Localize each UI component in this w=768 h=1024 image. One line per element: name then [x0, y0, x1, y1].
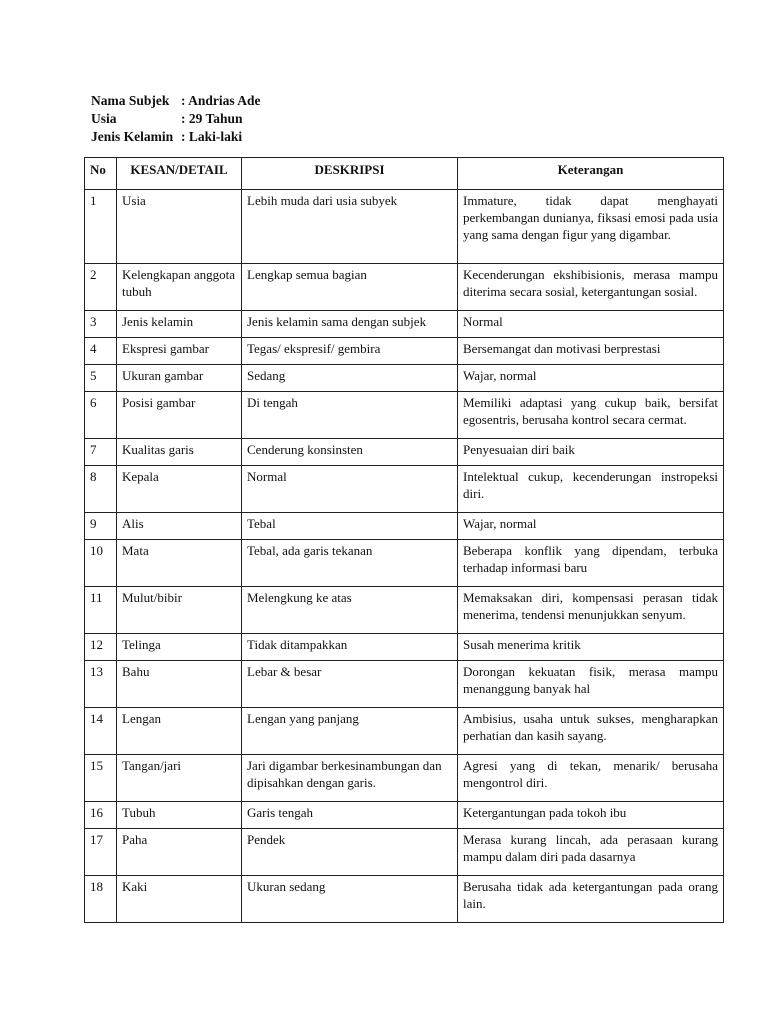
- row-deskripsi: Lengkap semua bagian: [242, 264, 458, 311]
- row-keterangan: Beberapa konflik yang dipendam, terbuka terhadap informasi baru: [458, 540, 724, 587]
- row-keterangan: Wajar, normal: [458, 513, 724, 540]
- row-keterangan: Memaksakan diri, kompensasi perasan tidak menerima, tendensi menunjukkan senyum.: [458, 587, 724, 634]
- table-row: [85, 755, 724, 802]
- subject-gender-row: [91, 128, 261, 146]
- row-number: 13: [85, 661, 117, 708]
- row-deskripsi: Cenderung konsinsten: [242, 439, 458, 466]
- row-deskripsi: Jari digambar berkesinambungan dan dipisahkan dengan garis.: [242, 755, 458, 802]
- row-keterangan: Merasa kurang lincah, ada perasaan kurang mampu dalam diri pada dasarnya: [458, 829, 724, 876]
- row-deskripsi: Lengan yang panjang: [242, 708, 458, 755]
- row-number: 9: [85, 513, 117, 540]
- row-kesan-detail: Ukuran gambar: [117, 365, 242, 392]
- table-row: [85, 829, 724, 876]
- subject-name-row: [91, 92, 261, 110]
- row-kesan-detail: Usia: [117, 190, 242, 264]
- row-kesan-detail: Mulut/bibir: [117, 587, 242, 634]
- row-kesan-detail: Lengan: [117, 708, 242, 755]
- row-number: 17: [85, 829, 117, 876]
- subject-name-label: Nama Subjek: [91, 93, 170, 108]
- table-row: [85, 587, 724, 634]
- subject-age-value: : 29 Tahun: [181, 111, 243, 126]
- row-number: 8: [85, 466, 117, 513]
- row-number: 12: [85, 634, 117, 661]
- row-deskripsi: Di tengah: [242, 392, 458, 439]
- row-keterangan: Kecenderungan ekshibisionis, merasa mampu diterima secara sosial, ketergantungan sosial.: [458, 264, 724, 311]
- row-kesan-detail: Alis: [117, 513, 242, 540]
- row-deskripsi: Tebal, ada garis tekanan: [242, 540, 458, 587]
- row-kesan-detail: Telinga: [117, 634, 242, 661]
- row-number: 15: [85, 755, 117, 802]
- table-row: [85, 634, 724, 661]
- subject-gender-label: Jenis Kelamin: [91, 129, 174, 144]
- row-keterangan: Ambisius, usaha untuk sukses, mengharapkan perhatian dan kasih sayang.: [458, 708, 724, 755]
- row-keterangan: Normal: [458, 311, 724, 338]
- row-number: 6: [85, 392, 117, 439]
- header-deskripsi: DESKRIPSI: [242, 158, 458, 190]
- row-deskripsi: Normal: [242, 466, 458, 513]
- header-keterangan: Keterangan: [458, 158, 724, 190]
- row-number: 3: [85, 311, 117, 338]
- row-keterangan: Penyesuaian diri baik: [458, 439, 724, 466]
- row-number: 18: [85, 876, 117, 923]
- row-number: 2: [85, 264, 117, 311]
- row-kesan-detail: Bahu: [117, 661, 242, 708]
- table-row: [85, 708, 724, 755]
- table-row: [85, 264, 724, 311]
- row-deskripsi: Lebar & besar: [242, 661, 458, 708]
- row-number: 4: [85, 338, 117, 365]
- row-kesan-detail: Kaki: [117, 876, 242, 923]
- row-deskripsi: Tidak ditampakkan: [242, 634, 458, 661]
- row-keterangan: Bersemangat dan motivasi berprestasi: [458, 338, 724, 365]
- row-number: 5: [85, 365, 117, 392]
- row-deskripsi: Sedang: [242, 365, 458, 392]
- row-kesan-detail: Tangan/jari: [117, 755, 242, 802]
- row-keterangan: Susah menerima kritik: [458, 634, 724, 661]
- row-kesan-detail: Paha: [117, 829, 242, 876]
- row-number: 16: [85, 802, 117, 829]
- header-kesan-detail: KESAN/DETAIL: [117, 158, 242, 190]
- row-kesan-detail: Kepala: [117, 466, 242, 513]
- table-header-row: [85, 158, 724, 190]
- analysis-table: [84, 157, 724, 923]
- subject-age-label: Usia: [91, 111, 117, 126]
- row-keterangan: Agresi yang di tekan, menarik/ berusaha mengontrol diri.: [458, 755, 724, 802]
- row-keterangan: Dorongan kekuatan fisik, merasa mampu menanggung banyak hal: [458, 661, 724, 708]
- table-row: [85, 311, 724, 338]
- row-deskripsi: Garis tengah: [242, 802, 458, 829]
- row-kesan-detail: Kualitas garis: [117, 439, 242, 466]
- row-keterangan: Wajar, normal: [458, 365, 724, 392]
- row-keterangan: Intelektual cukup, kecenderungan instropeksi diri.: [458, 466, 724, 513]
- row-number: 1: [85, 190, 117, 264]
- table-row: [85, 338, 724, 365]
- row-keterangan: Memiliki adaptasi yang cukup baik, bersifat egosentris, berusaha kontrol secara cermat.: [458, 392, 724, 439]
- table-row: [85, 876, 724, 923]
- row-deskripsi: Ukuran sedang: [242, 876, 458, 923]
- row-deskripsi: Tegas/ ekspresif/ gembira: [242, 338, 458, 365]
- subject-age-row: [91, 110, 261, 128]
- table-body: [85, 190, 724, 923]
- row-kesan-detail: Posisi gambar: [117, 392, 242, 439]
- row-deskripsi: Jenis kelamin sama dengan subjek: [242, 311, 458, 338]
- table-row: [85, 190, 724, 264]
- table-row: [85, 365, 724, 392]
- row-keterangan: Ketergantungan pada tokoh ibu: [458, 802, 724, 829]
- table-row: [85, 540, 724, 587]
- table-row: [85, 802, 724, 829]
- row-number: 7: [85, 439, 117, 466]
- row-keterangan: Berusaha tidak ada ketergantungan pada orang lain.: [458, 876, 724, 923]
- subject-name-value: : Andrias Ade: [181, 93, 261, 108]
- row-number: 10: [85, 540, 117, 587]
- subject-info: [91, 92, 261, 146]
- row-kesan-detail: Ekspresi gambar: [117, 338, 242, 365]
- header-no: No: [85, 158, 117, 190]
- table-row: [85, 661, 724, 708]
- row-deskripsi: Tebal: [242, 513, 458, 540]
- row-kesan-detail: Kelengkapan anggota tubuh: [117, 264, 242, 311]
- row-number: 11: [85, 587, 117, 634]
- table-row: [85, 392, 724, 439]
- row-deskripsi: Pendek: [242, 829, 458, 876]
- row-kesan-detail: Jenis kelamin: [117, 311, 242, 338]
- subject-gender-value: : Laki-laki: [181, 129, 243, 144]
- row-number: 14: [85, 708, 117, 755]
- row-deskripsi: Melengkung ke atas: [242, 587, 458, 634]
- row-deskripsi: Lebih muda dari usia subyek: [242, 190, 458, 264]
- table-row: [85, 466, 724, 513]
- table-row: [85, 439, 724, 466]
- row-kesan-detail: Tubuh: [117, 802, 242, 829]
- row-keterangan: Immature, tidak dapat menghayati perkembangan dunianya, fiksasi emosi pada usia yang sama dengan figur yang digambar.: [458, 190, 724, 264]
- table-row: [85, 513, 724, 540]
- row-kesan-detail: Mata: [117, 540, 242, 587]
